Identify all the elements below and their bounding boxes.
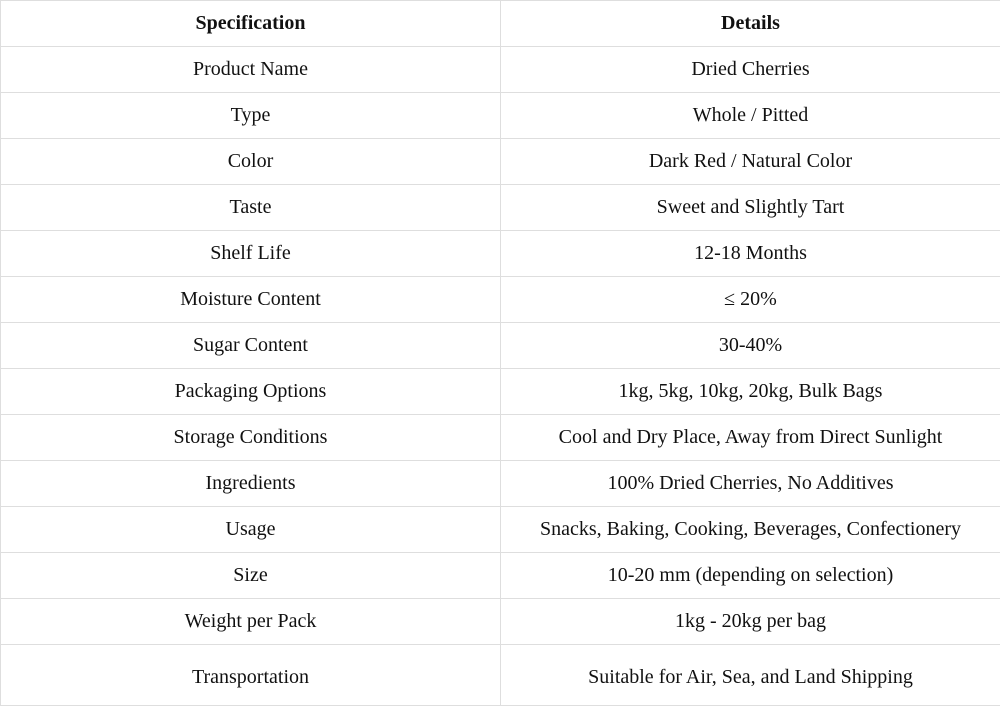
detail-cell: Cool and Dry Place, Away from Direct Sunlight [501,415,1000,461]
table-row [1,415,1000,461]
spec-cell: Taste [1,185,501,231]
detail-cell: Sweet and Slightly Tart [501,185,1000,231]
spec-cell: Packaging Options [1,369,501,415]
spec-cell: Moisture Content [1,277,501,323]
detail-cell: 100% Dried Cherries, No Additives [501,461,1000,507]
detail-cell: 12-18 Months [501,231,1000,277]
spec-cell: Transportation [1,645,501,706]
table-row [1,47,1000,93]
table-header-row [1,1,1000,47]
table-row [1,599,1000,645]
table-row [1,507,1000,553]
table-row [1,645,1000,706]
spec-cell: Usage [1,507,501,553]
spec-cell: Shelf Life [1,231,501,277]
spec-cell: Storage Conditions [1,415,501,461]
detail-cell: 1kg, 5kg, 10kg, 20kg, Bulk Bags [501,369,1000,415]
spec-cell: Size [1,553,501,599]
table-row [1,139,1000,185]
table-row [1,231,1000,277]
detail-cell: Whole / Pitted [501,93,1000,139]
detail-cell: ≤ 20% [501,277,1000,323]
table-row [1,369,1000,415]
detail-cell: 10-20 mm (depending on selection) [501,553,1000,599]
table-row [1,323,1000,369]
detail-cell: Suitable for Air, Sea, and Land Shipping [501,645,1000,706]
detail-cell: Dark Red / Natural Color [501,139,1000,185]
table-row [1,553,1000,599]
spec-cell: Type [1,93,501,139]
detail-cell: 30-40% [501,323,1000,369]
spec-cell: Sugar Content [1,323,501,369]
table-row [1,277,1000,323]
detail-cell: Dried Cherries [501,47,1000,93]
detail-cell: 1kg - 20kg per bag [501,599,1000,645]
header-details: Details [501,1,1000,47]
spec-cell: Ingredients [1,461,501,507]
table-row [1,461,1000,507]
table-row [1,185,1000,231]
detail-cell: Snacks, Baking, Cooking, Beverages, Confectionery [501,507,1000,553]
spec-cell: Weight per Pack [1,599,501,645]
spec-cell: Product Name [1,47,501,93]
spec-cell: Color [1,139,501,185]
table-row [1,93,1000,139]
header-specification: Specification [1,1,501,47]
